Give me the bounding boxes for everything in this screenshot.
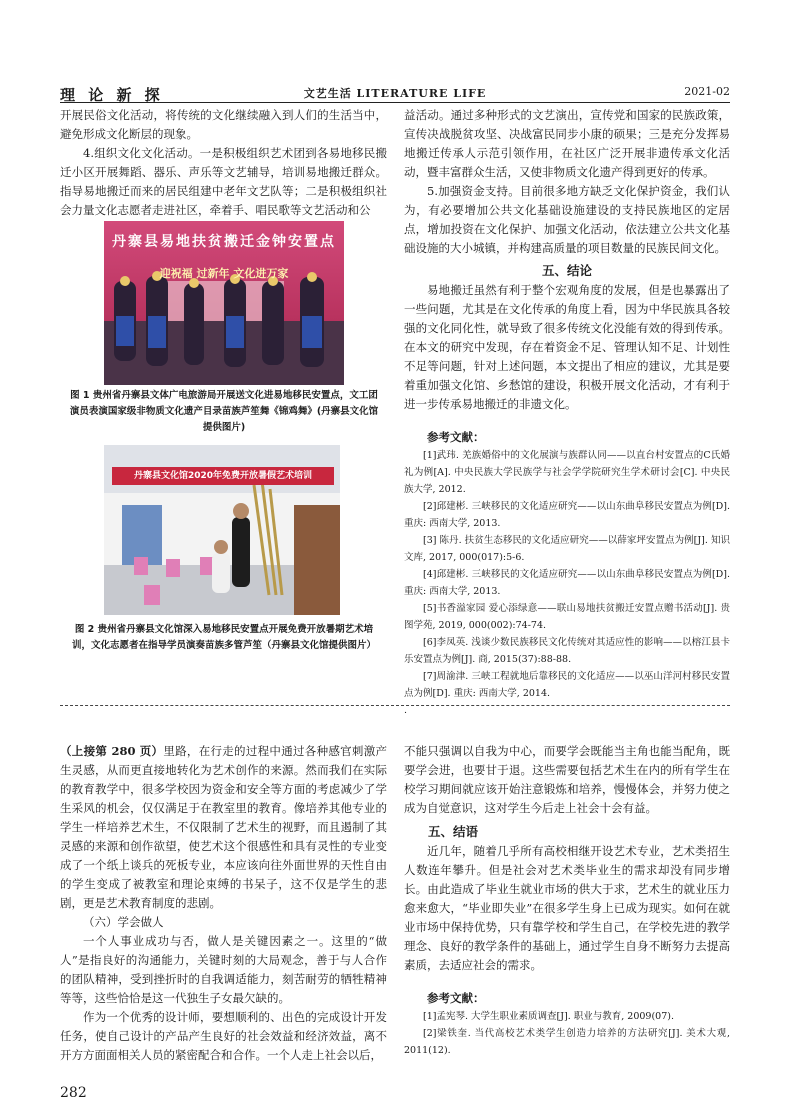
reference-item: [1]孟宪琴. 大学生职业素质调查[J]. 职业与教育, 2009(07). [423,1011,674,1022]
paragraph: 4.组织文化文化活动。一是积极组织艺术团到各易地移民搬迁小区开展舞蹈、器乐、声乐等文艺辅导，培训易地搬迁群众。指导易地搬迁而来的居民组建中老年文艺队等；二是积极组织社会力量文化志愿者走进社区，牵着手、唱民歌等文艺活动和公 [60,146,387,217]
paragraph: 一个人事业成功与否，做人是关键因素之一。这里的“做人”是指良好的沟通能力，关键时刻的大局观念，善于与人合作的团队精神，受到挫折时的自我调适能力，刻苦耐劳的牺牲精神等等，这些恰恰是这一代独生子女最欠缺的。 [60,934,387,1005]
column-name: 理 论 新 探 [60,86,164,104]
paragraph: 作为一个优秀的设计师，要想顺利的、出色的完成设计开发任务，使自己设计的产品产生良好的社会效益和经济效益，离不开方方面面相关人员的紧密配合和合作。一个人走上社会以后， [60,1010,387,1062]
reference-item: [4]邱建彬. 三峡移民的文化适应研究——以山东曲阜移民安置点为例[D]. 重庆: 西南大学, 2013. [404,569,730,597]
paragraph: 5.加强资金支持。目前很多地方缺乏文化保护资金，我们认为，有必要增加公共文化基础设施建设的支持民族地区的定居点，增加投资在文化保护、加强文化活动，依法建立公共文化基础设施的大小城镇，并构建高质量的项目数量的民族民间文化。 [404,184,730,255]
subsection-heading: （六）学会做人 [83,915,164,929]
figure-1-photo [104,221,344,385]
lower-left-column [60,742,387,1065]
paragraph: 易地搬迁虽然有利于整个宏观角度的发展，但是也暴露出了一些问题，尤其是在文化传承的角度上看，因为中华民族具各较强的文化同化性，就导致了很多传统文化没能有效的得到传承。在本文的研究中发现，存在着资金不足、管理认知不足、计划性不足等问题，针对上述问题，本文提出了相应的建议，尤其是要着重加强文化馆、乡愁馆的建设，积极开展文化活动，才有利于进一步传承易地搬迁的非遗文化。 [404,283,730,411]
page-number: 282 [60,1085,87,1101]
references-heading: 参考文献： [427,430,485,444]
reference-list [404,1008,730,1059]
reference-item: [5]书香溢家园 爱心添绿意——联山易地扶贫搬迁安置点赠书活动[J]. 贵图学苑, 2019, 000(002):74-74. [404,603,730,631]
stage-banner: 丹寨县易地扶贫搬迁金钟安置点 [112,234,336,250]
continued-from-marker: （上接第 280 页） [60,744,164,758]
issue-number: 2021-02 [684,85,730,98]
figure-2-caption: 图 2 贵州省丹寨县文化馆深入易地移民安置点开展免费开放暑期艺术培训，文化志愿者在指导学员演奏苗族多管芦笙（丹寨县文化馆提供图片） [71,624,376,651]
reference-item: [1]武玮. 羌族婚俗中的文化展演与族群认同——以直台村安置点的C氏婚礼为例[A]. 中央民族大学民族学与社会学学院研究生学术研讨会[C]. 中央民族大学, 2012. [404,450,730,495]
paragraph: 里路，在行走的过程中通过各种感官刺激产生灵感，从而更直接地转化为艺术创作的来源。然而我们在实际的教育教学中，很多学校因为资金和安全等方面的考虑减少了学生采风的机会，仅仅满足于在教室里的教育。像培养其他专业的学生一样培养艺术生，不仅限制了艺术生的视野，而且遏制了其灵感的来源和创作欲望，使艺术这个很感性和具有灵性的专业变成了一个纸上谈兵的死板专业，本应该向往外面世界的天性自由的学生变成了被教室和理论束缚的书呆子，这不仅是学生的悲剧，更是艺术教育制度的悲剧。 [60,744,388,910]
article-separator [60,705,730,706]
paragraph: 开展民俗文化活动，将传统的文化继续融入到人们的生活当中，避免形成文化断层的现象。 [60,108,387,141]
paragraph: 近几年，随着几乎所有高校相继开设艺术专业，艺术类招生人数连年攀升。但是社会对艺术类毕业生的需求却没有同步增长。由此造成了毕业生就业市场的供大于求，艺术生的就业压力愈来愈大，“毕业即失业”在很多学生身上已成为现实。如何在就业市场中保持优势，只有靠学校和学生自己，在学校先进的教学理念、良好的教学条件的基础上，通过学生自身不断努力去提高素质，去适应社会的需求。 [404,844,730,972]
upper-right-column [404,106,730,719]
journal-name: 文艺生活 LITERATURE LIFE [303,87,487,100]
section-heading: 五、结语 [428,824,479,839]
stage-slogan: 迎祝福 过新年 文化进万家 [159,267,289,280]
figure-2-photo [104,445,340,615]
header-rule [60,102,730,103]
classroom-banner: 丹寨县文化馆2020年免费开放暑假艺术培训 [112,467,334,485]
page-header [60,84,730,104]
reference-item: [2]邱建彬. 三峡移民的文化适应研究——以山东曲阜移民安置点为例[D]. 重庆: 西南大学, 2013. [404,501,730,529]
reference-item: [2]梁铁奎. 当代高校艺术类学生创造力培养的方法研究[J]. 美术大观, 2011(12). [404,1028,730,1056]
trailing-dot: . [404,705,408,716]
upper-left-column [60,106,387,220]
reference-item: [3] 陈丹. 扶贫生态移民的文化适应研究——以薛家坪安置点为例[J]. 知识文库, 2017, 000(017):5-6. [404,535,730,563]
reference-item: [6]李凤英. 浅谈少数民族移民文化传统对其适应性的影响——以榕江县卡乐安置点为例[J]. 商, 2015(37):88-88. [404,637,730,665]
paragraph: 不能只强调以自我为中心，而要学会既能当主角也能当配角，既要学会进，也要甘于退。这些需要包括艺术生在内的所有学生在校学习期间就应该开始注意锻炼和培养，慢慢体会，并努力使之成为自觉意识，这对学生今后走上社会十会有益。 [404,744,730,815]
paragraph: 益活动。通过多种形式的文艺演出，宣传党和国家的民族政策，宣传决战脱贫攻坚、决战富民同步小康的硕果；三是充分发挥易地搬迁传承人示范引领作用，在社区广泛开展非遗传承文化活动，暨丰富群众生活，又使非物质文化遗产得到更好的传承。 [404,108,730,179]
references-heading: 参考文献： [427,991,485,1005]
reference-list [404,447,730,702]
figure-1-caption: 图 1 贵州省丹寨县文体广电旅游局开展送文化进易地移民安置点，文工团演员表演国家级非物质文化遗产目录苗族芦笙舞《锦鸡舞》(丹寨县文化馆提供图片) [69,390,379,433]
section-heading: 五、结论 [541,263,592,278]
reference-item: [7]周渝津. 三峡工程就地后靠移民的文化适应——以巫山洋河村移民安置点为例[D]. 重庆: 西南大学, 2014. [404,671,730,699]
lower-right-column [404,742,730,1059]
